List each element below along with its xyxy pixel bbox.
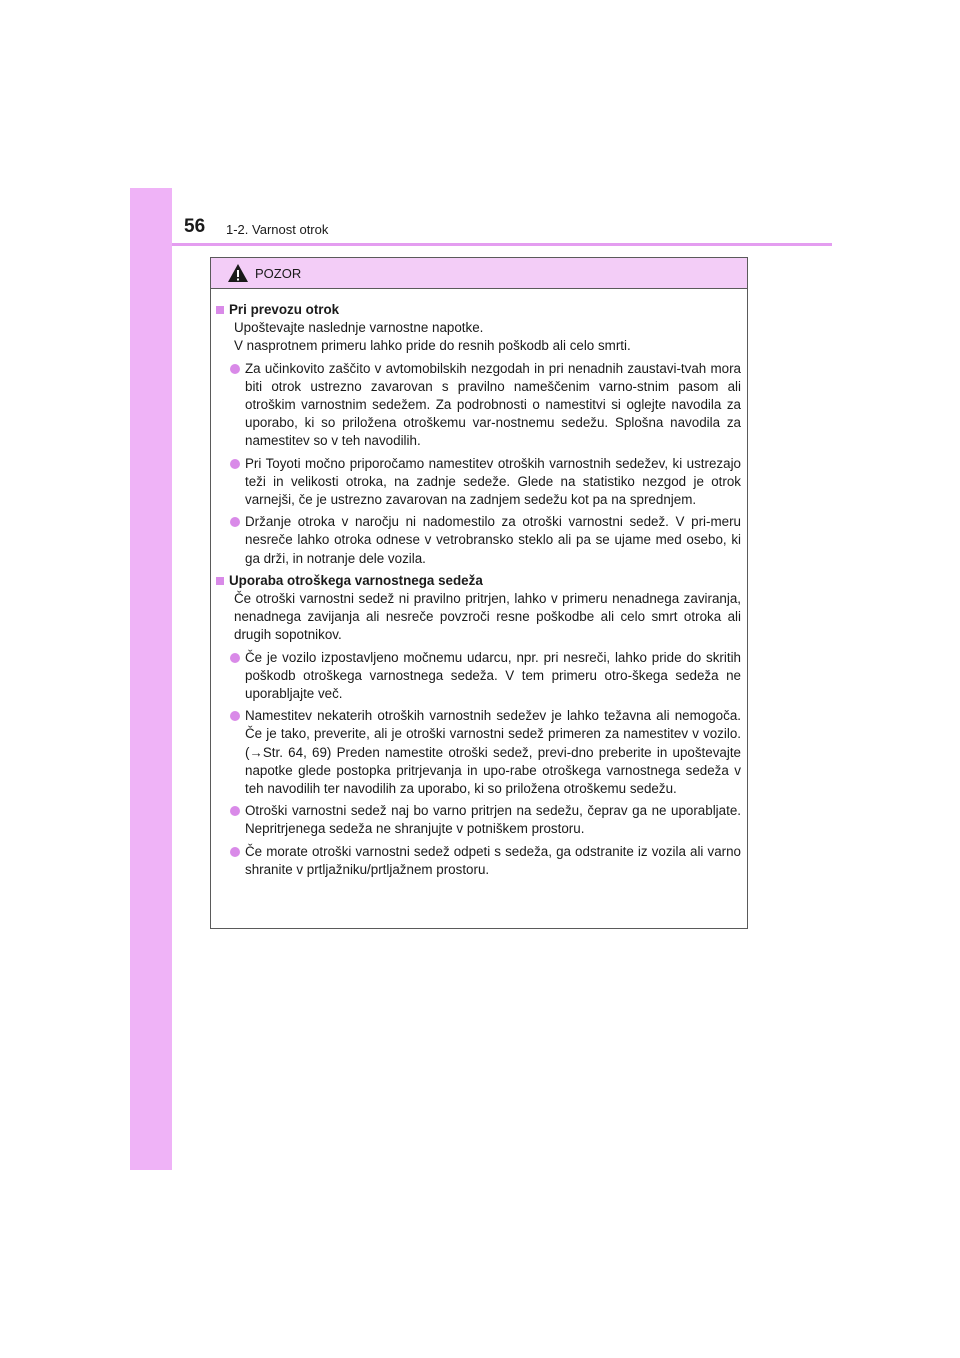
list-item-text: Če je vozilo izpostavljeno močnemu udarcu, npr. pri nesreči, lahko pride do skritih poškodb otroškega varnostnega sedeža. V tem primeru otro-škega sedeža ne uporabljajte več. xyxy=(245,649,741,702)
section-heading xyxy=(216,301,741,319)
list-item xyxy=(216,649,741,704)
page-number: 56 xyxy=(184,216,206,237)
section-side-tab xyxy=(130,188,172,1170)
round-bullet-icon xyxy=(230,711,240,721)
list-item xyxy=(216,513,741,568)
list-item-text: Pri Toyoti močno priporočamo namestitev otroških varnostnih sedežev, ki ustrezajo teži in velikosti otroka, na zadnje sedeže. Glede na statistiko nezgod je otrok varnejši, če je ustrezno zavarovan na zadnjem sedežu kot pa na sprednjem. xyxy=(245,455,741,508)
warning-header xyxy=(211,258,747,289)
list-item xyxy=(216,455,741,510)
warning-box xyxy=(210,257,748,929)
round-bullet-icon xyxy=(230,459,240,469)
list-item-text: Za učinkovito zaščito v avtomobilskih nezgodah in pri nenadnih zaustavi-tvah mora biti otrok ustrezno zavarovan s pravilno nameščenim varno-stnim pasom ali otroškim varnostnim sedežem. Za podrobnosti o namestitvi si oglejte navodila za uporabo, ki so priložena otroškemu var-nostnemu sedežu. Splošna navodila za namestitev so v teh navodilih. xyxy=(245,360,741,449)
section-heading-text: Uporaba otroškega varnostnega sedeža xyxy=(229,572,483,588)
round-bullet-icon xyxy=(230,364,240,374)
round-bullet-icon xyxy=(230,847,240,857)
section-title: 1-2. Varnost otrok xyxy=(226,222,329,237)
round-bullet-icon xyxy=(230,806,240,816)
list-item-text: Držanje otroka v naročju ni nadomestilo za otroški varnostni sedež. V pri-meru nesreče lahko otroka odnese v vetrobransko steklo ali pa se ujame med osebo, ki ga drži, in notranje dele vozila. xyxy=(245,514,741,566)
list-item-text: Če morate otroški varnostni sedež odpeti s sedeža, ga odstranite iz vozila ali varno shranite v prtljažniku/prtljažnem prostoru. xyxy=(245,843,741,877)
square-bullet-icon xyxy=(216,306,224,314)
list-item-text: Namestitev nekaterih otroških varnostnih sedežev je lahko težavna ali nemogoča. Če je tako, preverite, ali je otroški varnostni sedež primeren za namestitev v vozilo. (→Str. 64, 69) Preden namestite otroški sedež, previ-dno preberite in upoštevajte napotke glede postopka pritrjevanja in upo-rabe otroškega varnostnega sedeža v teh navodilih ter navodilih za uporabo, ki so priložena otroškemu sedežu. xyxy=(245,708,741,797)
intro-line: V nasprotnem primeru lahko pride do resnih poškodb ali celo smrti. xyxy=(234,338,631,354)
warning-label: POZOR xyxy=(255,266,302,281)
list-item xyxy=(216,707,741,798)
list-item xyxy=(216,360,741,451)
list-item xyxy=(216,843,741,879)
round-bullet-icon xyxy=(230,517,240,527)
intro-line: Upoštevajte naslednje varnostne napotke. xyxy=(234,320,484,336)
list-item-text: Otroški varnostni sedež naj bo varno pritrjen na sedežu, čeprav ga ne uporabljate. Nepritrjenega sedeža ne shranjujte v potniškem prostoru. xyxy=(245,803,741,837)
section-heading-text: Pri prevozu otrok xyxy=(229,302,340,317)
list-item xyxy=(216,802,741,838)
round-bullet-icon xyxy=(230,653,240,663)
warning-body xyxy=(211,289,747,879)
square-bullet-icon xyxy=(216,577,224,585)
section-heading xyxy=(216,572,741,590)
warning-triangle-icon xyxy=(227,263,249,283)
intro-line: Če otroški varnostni sedež ni pravilno pritrjen, lahko v primeru nenadnega zaviranja, nenadnega zavijanja ali nesreče povzroči resne poškodbe ali celo smrt otroka ali drugih sopotnikov. xyxy=(234,591,741,643)
header-divider xyxy=(172,243,832,246)
